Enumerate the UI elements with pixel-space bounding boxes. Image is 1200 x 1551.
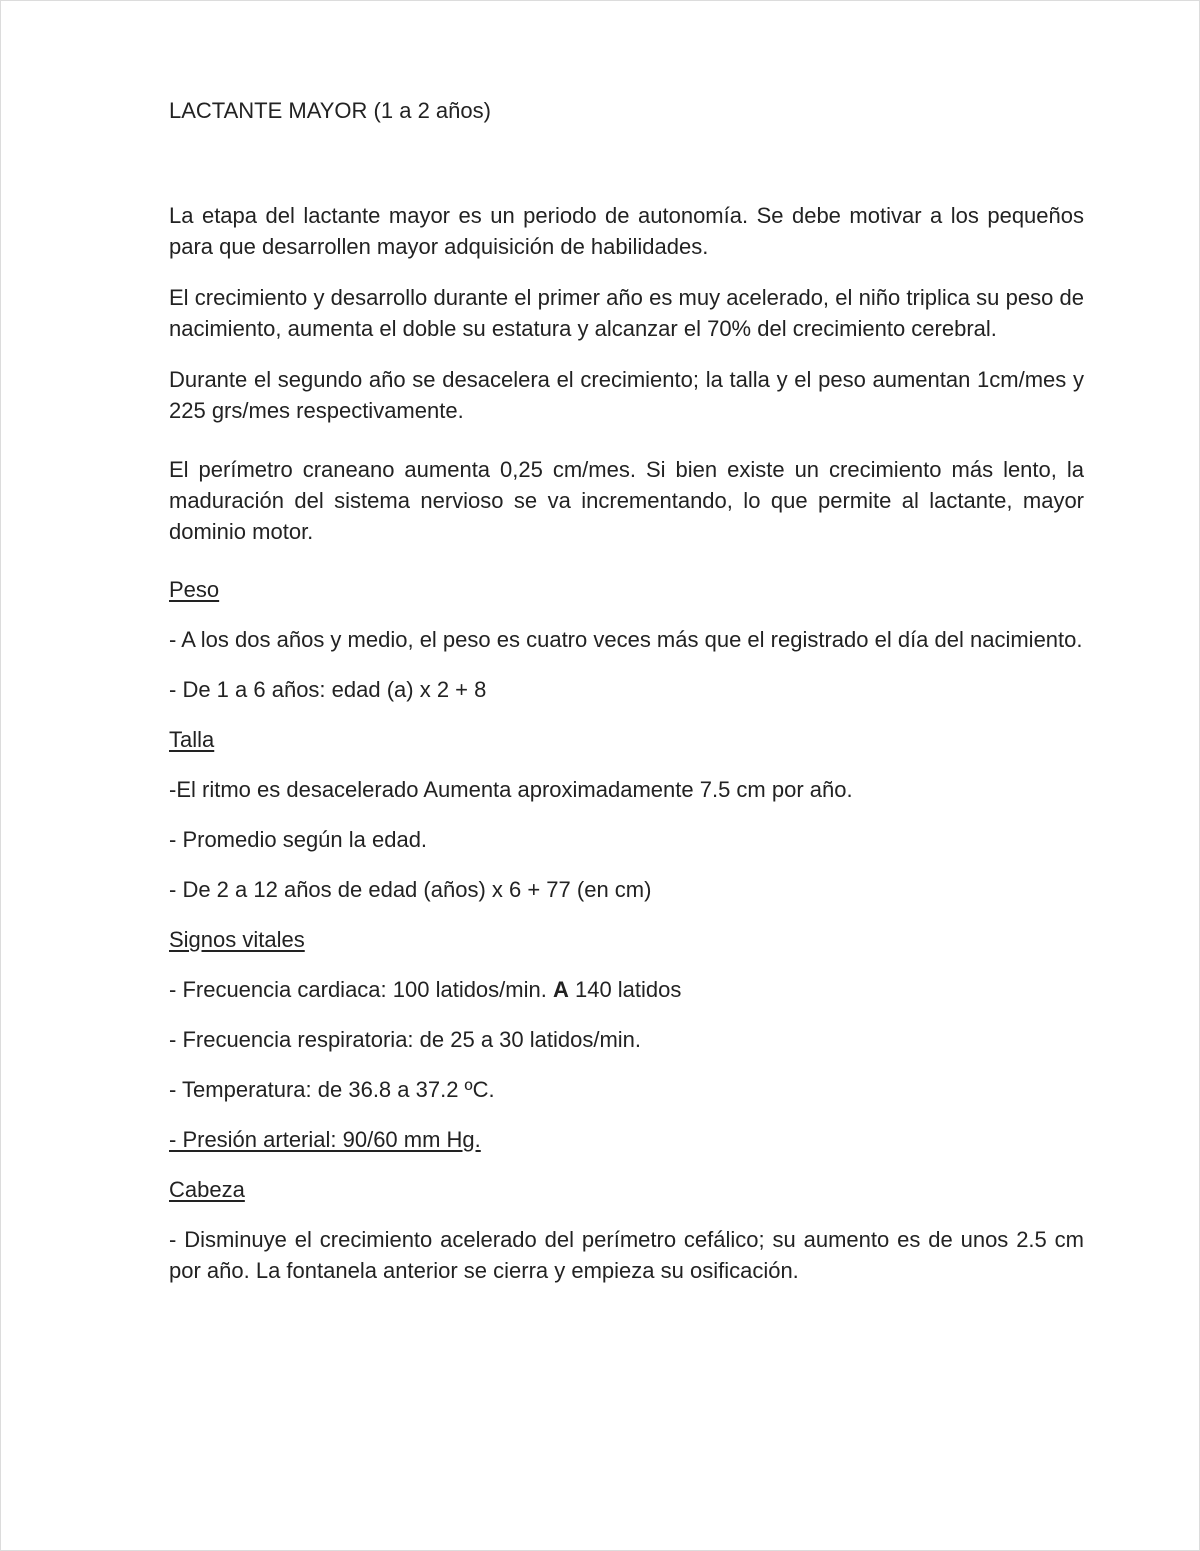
section-heading-signos-vitales: Signos vitales: [169, 927, 305, 952]
signos-frecuencia-respiratoria: - Frecuencia respiratoria: de 25 a 30 latidos/min.: [169, 1027, 642, 1052]
document-body: [169, 95, 1084, 1286]
fc-text-bold: A: [552, 977, 569, 1002]
document-title: LACTANTE MAYOR (1 a 2 años): [169, 98, 491, 123]
fc-text-2: 140 latidos: [568, 977, 682, 1002]
fc-text-1: - Frecuencia cardiaca: 100 latidos/min.: [169, 977, 553, 1002]
section-heading-peso: Peso: [169, 577, 220, 602]
signos-presion-arterial: - Presión arterial: 90/60 mm Hg.: [169, 1127, 481, 1152]
intro-paragraph-1: La etapa del lactante mayor es un periodo de autonomía. Se debe motivar a los pequeños para que desarrollen mayor adquisición de habilidades.: [169, 203, 1084, 259]
peso-item-1: - A los dos años y medio, el peso es cuatro veces más que el registrado el día del nacimiento.: [169, 627, 1083, 652]
section-heading-talla: Talla: [169, 727, 215, 752]
intro-paragraph-4: El perímetro craneano aumenta 0,25 cm/mes. Si bien existe un crecimiento más lento, la maduración del sistema nervioso se va incrementando, lo que permite al lactante, mayor dominio motor.: [169, 457, 1084, 544]
section-heading-cabeza: Cabeza: [169, 1177, 245, 1202]
talla-item-1: -El ritmo es desacelerado Aumenta aproximadamente 7.5 cm por año.: [169, 777, 853, 802]
intro-paragraph-2: El crecimiento y desarrollo durante el primer año es muy acelerado, el niño triplica su peso de nacimiento, aumenta el doble su estatura y alcanzar el 70% del crecimiento cerebral.: [169, 285, 1084, 341]
talla-item-3: - De 2 a 12 años de edad (años) x 6 + 77 (en cm): [169, 877, 652, 902]
signos-frecuencia-cardiaca: [169, 974, 1084, 1005]
signos-temperatura: - Temperatura: de 36.8 a 37.2 ºC.: [169, 1077, 495, 1102]
cabeza-item-1: - Disminuye el crecimiento acelerado del perímetro cefálico; su aumento es de unos 2.5 cm por año. La fontanela anterior se cierra y empieza su osificación.: [169, 1227, 1084, 1283]
talla-item-2: - Promedio según la edad.: [169, 827, 428, 852]
intro-paragraph-3: Durante el segundo año se desacelera el crecimiento; la talla y el peso aumentan 1cm/mes y 225 grs/mes respectivamente.: [169, 367, 1084, 423]
peso-item-2: - De 1 a 6 años: edad (a) x 2 + 8: [169, 677, 487, 702]
